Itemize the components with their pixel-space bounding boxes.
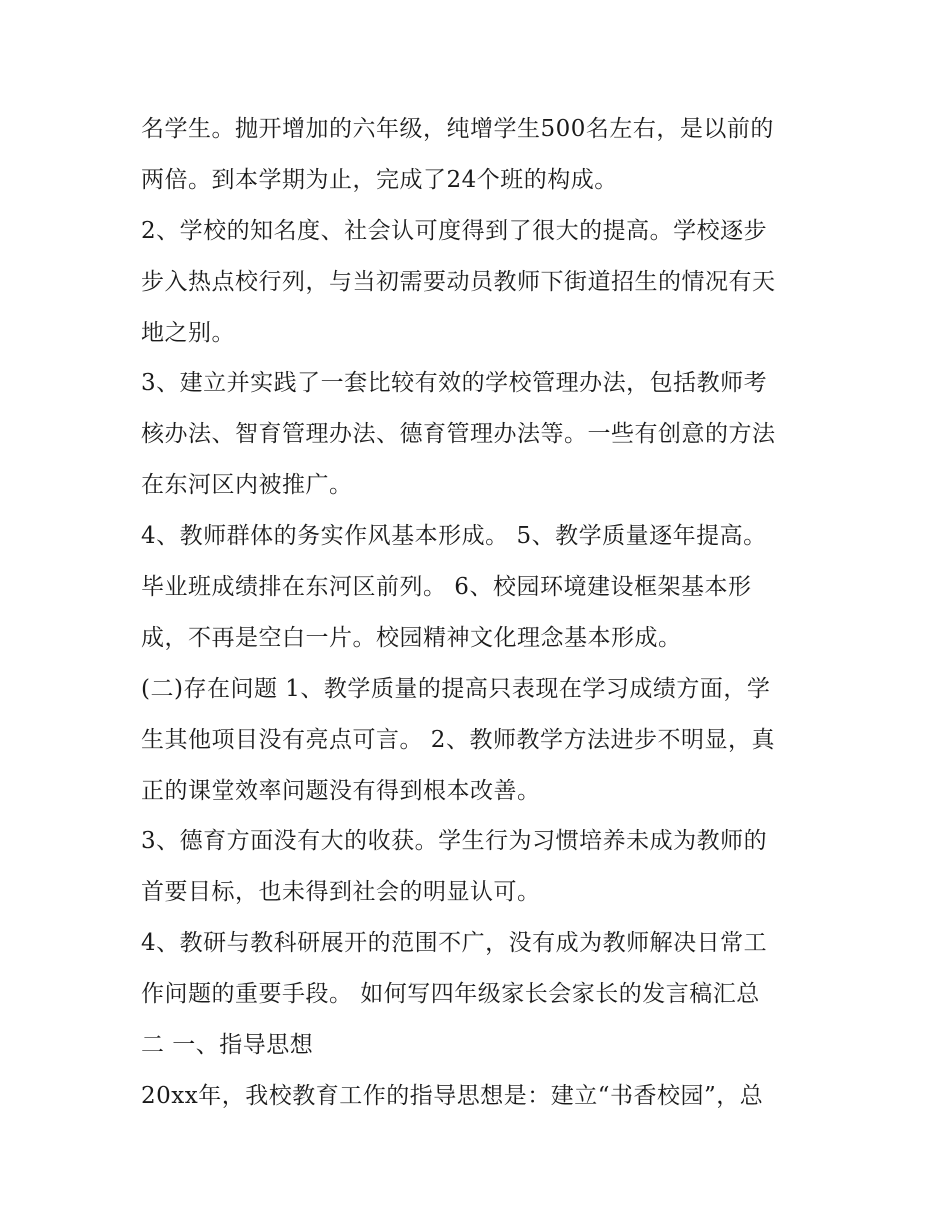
text-line: 正的课堂效率问题没有得到根本改善。 (141, 777, 541, 804)
text-line: 2、学校的知名度、社会认可度得到了很大的提高。学校逐步 (141, 217, 768, 244)
text-line: 核办法、智育管理办法、德育管理办法等。一些有创意的方法 (141, 421, 776, 448)
text-line: 步入热点校行列，与当初需要动员教师下街道招生的情况有天 (141, 268, 776, 295)
text-line: 地之别。 (141, 319, 235, 346)
text-line: 二 一、指导思想 (141, 1032, 314, 1059)
text-line: 4、教研与教科研展开的范围不广，没有成为教师解决日常工 (141, 930, 768, 957)
text-line: 成，不再是空白一片。校园精神文化理念基本形成。 (141, 624, 682, 651)
text-line: 名学生。抛开增加的六年级，纯增学生500名左右，是以前的 (141, 116, 774, 142)
text-line: 20xx年，我校教育工作的指导思想是：建立“书香校园”，总 (141, 1082, 764, 1109)
text-line: 两倍。到本学期为止，完成了24个班的构成。 (141, 166, 618, 193)
body-text (141, 104, 831, 1122)
text-line: 生其他项目没有亮点可言。 2、教师教学方法进步不明显，真 (141, 726, 775, 753)
text-line: 毕业班成绩排在东河区前列。 6、校园环境建设框架基本形 (141, 574, 752, 601)
text-line: 4、教师群体的务实作风基本形成。 5、教学质量逐年提高。 (141, 523, 767, 550)
text-line: 在东河区内被推广。 (141, 472, 353, 499)
text-line: 作问题的重要手段。 如何写四年级家长会家长的发言稿汇总 (141, 981, 760, 1008)
text-line: 首要目标，也未得到社会的明显认可。 (141, 879, 541, 906)
text-line: (二)存在问题 1、教学质量的提高只表现在学习成绩方面，学 (141, 675, 771, 702)
text-line: 3、德育方面没有大的收获。学生行为习惯培养未成为教师的 (141, 828, 768, 855)
text-line: 3、建立并实践了一套比较有效的学校管理办法，包括教师考 (141, 370, 768, 397)
